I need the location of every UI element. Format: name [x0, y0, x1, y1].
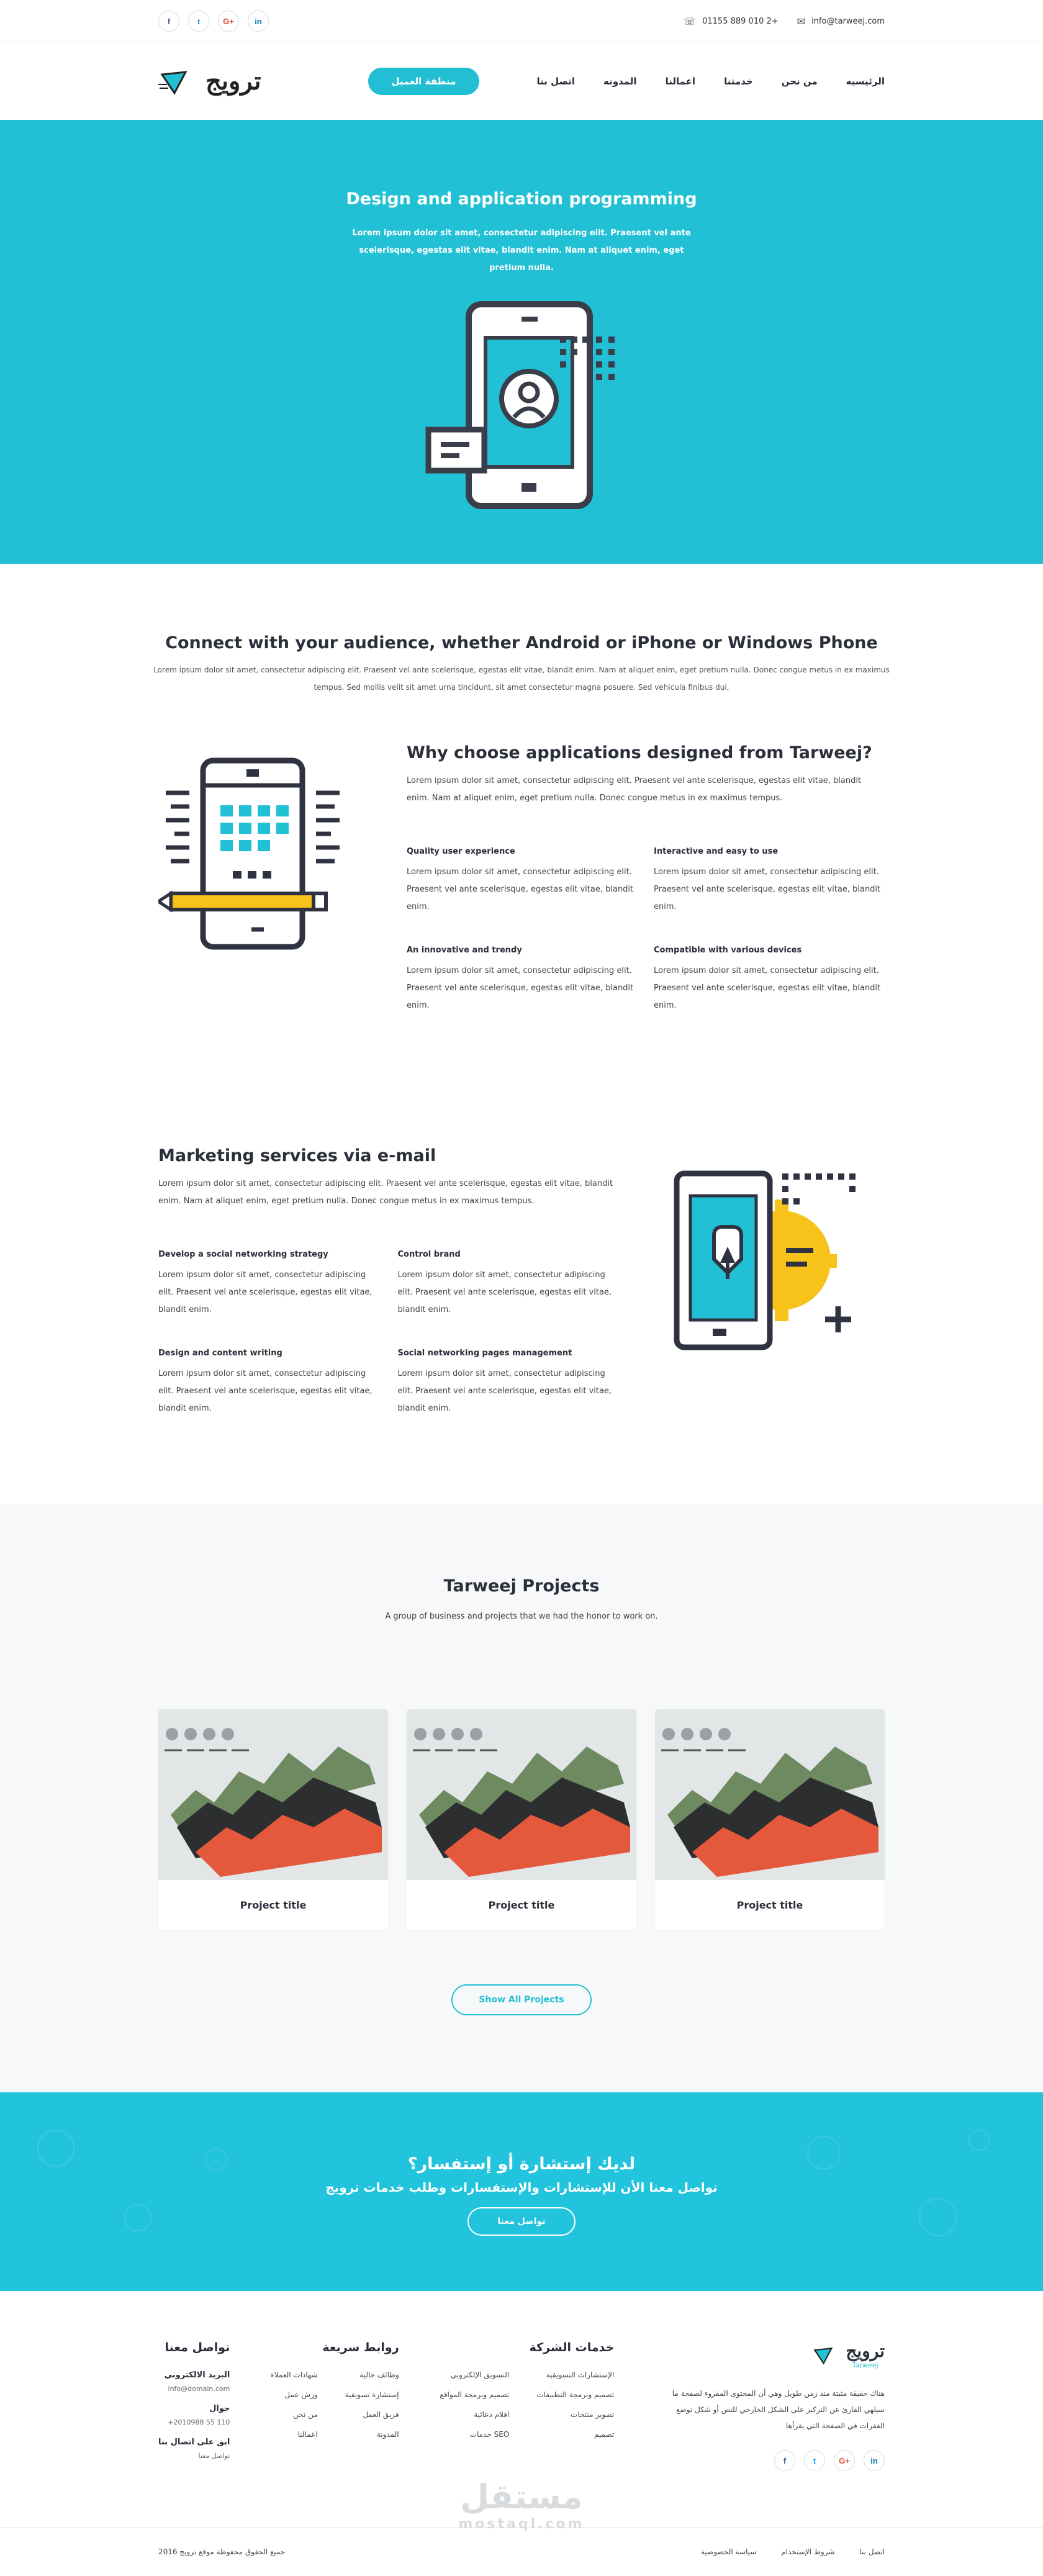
- feature-text: Lorem ipsum dolor sit amet, consectetur adipiscing elit. Praesent vel ante scelerisque, egestas elit vitae, blandit enim.: [158, 1270, 372, 1314]
- marketing-features: [158, 1250, 621, 1417]
- marketing-feature-item: [398, 1250, 621, 1319]
- why-illustration: [158, 743, 407, 963]
- nav-blog[interactable]: المدونه: [603, 75, 637, 87]
- footer-link[interactable]: تصميم وبرمجة المواقع: [440, 2390, 510, 2399]
- feature-text: Lorem ipsum dolor sit amet, consectetur adipiscing elit. Praesent vel ante scelerisque, egestas elit vitae, blandit enim.: [397, 1369, 612, 1413]
- twitter-icon[interactable]: t: [804, 2450, 825, 2471]
- feature-title: Quality user experience: [407, 847, 515, 856]
- nav-home[interactable]: الرئيسيه: [846, 75, 885, 87]
- linkedin-icon[interactable]: in: [248, 11, 269, 32]
- bottom-link-privacy[interactable]: سياسة الخصوصية: [701, 2547, 757, 2556]
- feature-title: Control brand: [397, 1250, 461, 1259]
- why-features: [407, 847, 885, 1015]
- footer-social-links: [655, 2450, 885, 2471]
- mountain-chart-image-icon: [158, 1709, 388, 1880]
- project-card[interactable]: [655, 1709, 885, 1930]
- mobile-gear-upload-icon: [670, 1161, 869, 1360]
- footer-about: [655, 2341, 885, 2471]
- marketing-title: Marketing services via e-mail: [158, 1146, 436, 1165]
- feature-title: An innovative and trendy: [407, 946, 522, 955]
- feature-text: Lorem ipsum dolor sit amet, consectetur adipiscing elit. Praesent vel ante scelerisque, egestas elit vitae, blandit enim.: [654, 867, 881, 911]
- watermark-text: مستقل: [460, 2477, 583, 2516]
- envelope-icon: ✉: [797, 15, 806, 27]
- google-plus-icon[interactable]: G+: [218, 11, 239, 32]
- facebook-icon[interactable]: f: [158, 11, 179, 32]
- feature-title: Social networking pages management: [397, 1349, 572, 1358]
- project-thumbnail: [407, 1709, 636, 1880]
- why-feature-item: [407, 847, 638, 916]
- site-footer: [0, 2291, 1043, 2532]
- footer-link[interactable]: ورش عمل: [284, 2390, 318, 2399]
- top-social-links: [158, 11, 269, 32]
- facebook-icon[interactable]: f: [774, 2450, 795, 2471]
- why-intro: Lorem ipsum dolor sit amet, consectetur adipiscing elit. Praesent vel ante scelerisque, egestas elit vitae, blandit enim. Nam at aliquet enim, eget pretium nulla. Donec congue metus in ex maximus tempus.: [407, 776, 862, 803]
- footer-link[interactable]: إستشارة تسويقية: [345, 2390, 399, 2399]
- footer-logo-sub: Tarweej: [852, 2361, 878, 2369]
- site-logo[interactable]: [158, 66, 261, 97]
- footer-mobile[interactable]: +2010988 55 110: [168, 2418, 230, 2426]
- feature-text: Lorem ipsum dolor sit amet, consectetur adipiscing elit. Praesent vel ante scelerisque, egestas elit vitae, blandit enim.: [158, 1369, 372, 1413]
- nav-contact[interactable]: اتصل بنا: [536, 75, 576, 87]
- footer-link[interactable]: شهادات العملاء: [271, 2370, 318, 2379]
- footer-link[interactable]: اعمالنا: [297, 2430, 318, 2439]
- cta-section: [0, 2092, 1043, 2291]
- connect-section: [0, 564, 1043, 696]
- projects-grid: [158, 1709, 885, 1930]
- why-title: Why choose applications designed from Tarweej?: [407, 743, 872, 762]
- mobile-label: جوال: [209, 2404, 230, 2413]
- marketing-intro: Lorem ipsum dolor sit amet, consectetur adipiscing elit. Praesent vel ante scelerisque, egestas elit vitae, blandit enim. Nam at aliquet enim, eget pretium nulla. Donec congue metus in ex maximus tempus.: [158, 1179, 613, 1206]
- footer-contact-title: تواصل معنا: [165, 2341, 230, 2354]
- nav-about[interactable]: من نحن: [781, 75, 818, 87]
- decor-bubble: [968, 2130, 990, 2151]
- project-card[interactable]: [158, 1709, 388, 1930]
- footer-link[interactable]: وظائف خالية: [359, 2370, 399, 2379]
- logo-triangle-icon: [158, 66, 202, 97]
- bottom-link-contact[interactable]: اتصل بنا: [859, 2547, 885, 2556]
- phone-icon: ☏: [684, 15, 697, 27]
- top-contact: [684, 16, 885, 27]
- footer-link[interactable]: الإستشارات التسويقية: [546, 2370, 615, 2379]
- footer-logo-text: ترويج: [846, 2341, 885, 2361]
- stay-in-touch-label: ابق على اتصال بنا: [158, 2438, 230, 2447]
- projects-title: Tarweej Projects: [443, 1576, 600, 1596]
- feature-text: Lorem ipsum dolor sit amet, consectetur adipiscing elit. Praesent vel ante scelerisque, egestas elit vitae, blandit enim.: [407, 867, 634, 911]
- marketing-section: [0, 1015, 1043, 1504]
- watermark-sub: mostaql.com: [458, 2516, 585, 2532]
- projects-subtitle: A group of business and projects that we had the honor to work on.: [385, 1612, 658, 1621]
- topbar: [0, 0, 1043, 42]
- footer-link[interactable]: تصوير منتجات: [571, 2410, 615, 2419]
- footer-link[interactable]: المدونة: [376, 2430, 399, 2439]
- hero-section: [0, 120, 1043, 564]
- logo-triangle-icon: [812, 2343, 843, 2367]
- marketing-feature-item: [398, 1349, 621, 1417]
- marketing-illustration: [621, 1146, 885, 1362]
- footer-link[interactable]: تصميم وبرمجة التطبيقات: [536, 2390, 615, 2399]
- marketing-feature-item: [158, 1349, 382, 1417]
- nav-services[interactable]: خدمتنا: [724, 75, 753, 87]
- footer-services: [440, 2341, 614, 2471]
- footer-link[interactable]: تصميم: [594, 2430, 615, 2439]
- projects-section: [0, 1504, 1043, 2092]
- footer-link[interactable]: التسويق الإلكتروني: [450, 2370, 510, 2379]
- connect-text: Lorem ipsum dolor sit amet, consectetur adipiscing elit. Praesent vel ante scelerisque, egestas elit vitae, blandit enim. Nam at aliquet enim, eget pretium nulla. Donec congue metus in ex maximus tempus. Sed mollis velit sit amet urna tincidunt, sit amet consectetur magna posuere. Sed vehicula finibus dui,: [153, 666, 890, 692]
- footer-link[interactable]: من نحن: [293, 2410, 318, 2419]
- why-section: [0, 696, 1043, 1015]
- logo-text: ترويج: [205, 66, 261, 96]
- feature-text: Lorem ipsum dolor sit amet, consectetur adipiscing elit. Praesent vel ante scelerisque, egestas elit vitae, blandit enim.: [407, 966, 634, 1010]
- cta-text: تواصل معنا الأن للإستشارات والإستفسارات وطلب خدمات ترويج: [325, 2180, 718, 2195]
- cta-title: لديك إستشارة أو إستفسار؟: [407, 2154, 636, 2174]
- nav-works[interactable]: اعمالنا: [665, 75, 696, 87]
- why-feature-item: [654, 946, 885, 1015]
- project-thumbnail: [655, 1709, 885, 1880]
- footer-bottom-bar: [0, 2527, 1043, 2575]
- footer-links-title: روابط سريعة: [322, 2341, 399, 2354]
- contact-us-button[interactable]: تواصل معنا: [467, 2207, 575, 2236]
- footer-services-title: خدمات الشركة: [529, 2341, 615, 2354]
- why-feature-item: [654, 847, 885, 916]
- footer-email[interactable]: info@domain.com: [168, 2385, 230, 2393]
- main-nav: [368, 68, 885, 95]
- mostaql-watermark: [0, 2477, 1043, 2532]
- twitter-icon[interactable]: t: [188, 11, 209, 32]
- footer-link[interactable]: فريق العمل: [363, 2410, 399, 2419]
- feature-text: Lorem ipsum dolor sit amet, consectetur adipiscing elit. Praesent vel ante scelerisque, egestas elit vitae, blandit enim.: [397, 1270, 612, 1314]
- hero-title: Design and application programming: [346, 189, 697, 209]
- mountain-chart-image-icon: [655, 1709, 885, 1880]
- top-email[interactable]: info@tarweej.com: [811, 16, 885, 26]
- decor-bubble: [919, 2198, 957, 2236]
- decor-bubble: [807, 2136, 841, 2169]
- footer-stay-in-touch[interactable]: تواصل معنا: [198, 2452, 230, 2460]
- feature-title: Compatible with various devices: [654, 946, 802, 955]
- decor-bubble: [37, 2130, 74, 2167]
- feature-title: Design and content writing: [158, 1349, 282, 1358]
- mobile-user-illustration-icon: [416, 299, 627, 517]
- top-phone[interactable]: 01155 889 010 2+: [702, 16, 779, 26]
- footer-quick-links: [271, 2341, 399, 2471]
- project-title[interactable]: Project title: [488, 1899, 555, 1911]
- feature-title: Develop a social networking strategy: [158, 1250, 328, 1259]
- footer-link[interactable]: افلام دعائية: [474, 2410, 510, 2419]
- feature-title: Interactive and easy to use: [654, 847, 779, 856]
- client-area-button[interactable]: منطقة العميل: [368, 68, 480, 95]
- site-header: [0, 42, 1043, 120]
- footer-contact: [158, 2341, 230, 2471]
- why-feature-item: [407, 946, 638, 1015]
- copyright: جميع الحقوق محفوظة موقع ترويج 2016: [158, 2547, 286, 2556]
- footer-about-text: هناك حقيقة مثبتة منذ زمن طويل وهي أن المحتوى المقروء لصفحة ما سيلهي القارئ عن التركيز على الشكل الخارجي للنص أو شكل توضع الفقرات في الصفحة التي يقرأها: [672, 2389, 885, 2430]
- footer-link[interactable]: SEO خدمات: [469, 2430, 510, 2439]
- linkedin-icon[interactable]: in: [864, 2450, 885, 2471]
- mountain-chart-image-icon: [407, 1709, 636, 1880]
- project-card[interactable]: [407, 1709, 636, 1930]
- footer-logo[interactable]: [655, 2341, 885, 2369]
- project-title[interactable]: Project title: [240, 1899, 307, 1911]
- decor-bubble: [205, 2148, 227, 2171]
- hero-text: Lorem ipsum dolor sit amet, consectetur adipiscing elit. Praesent vel ante scelerisque, egestas elit vitae, blandit enim. Nam at aliquet enim, eget pretium nulla.: [352, 228, 691, 273]
- decor-bubble: [124, 2204, 151, 2231]
- mobile-app-grid-icon: [158, 756, 345, 960]
- project-title[interactable]: Project title: [736, 1899, 803, 1911]
- google-plus-icon[interactable]: G+: [834, 2450, 855, 2471]
- email-label: البريد الالكتروني: [164, 2370, 230, 2380]
- marketing-feature-item: [158, 1250, 382, 1319]
- show-all-projects-button[interactable]: Show All Projects: [451, 1984, 591, 2015]
- project-thumbnail: [158, 1709, 388, 1880]
- connect-title: Connect with your audience, whether Android or iPhone or Windows Phone: [165, 633, 878, 653]
- bottom-link-terms[interactable]: شروط الإستخدام: [781, 2547, 835, 2556]
- feature-text: Lorem ipsum dolor sit amet, consectetur adipiscing elit. Praesent vel ante scelerisque, egestas elit vitae, blandit enim.: [654, 966, 881, 1010]
